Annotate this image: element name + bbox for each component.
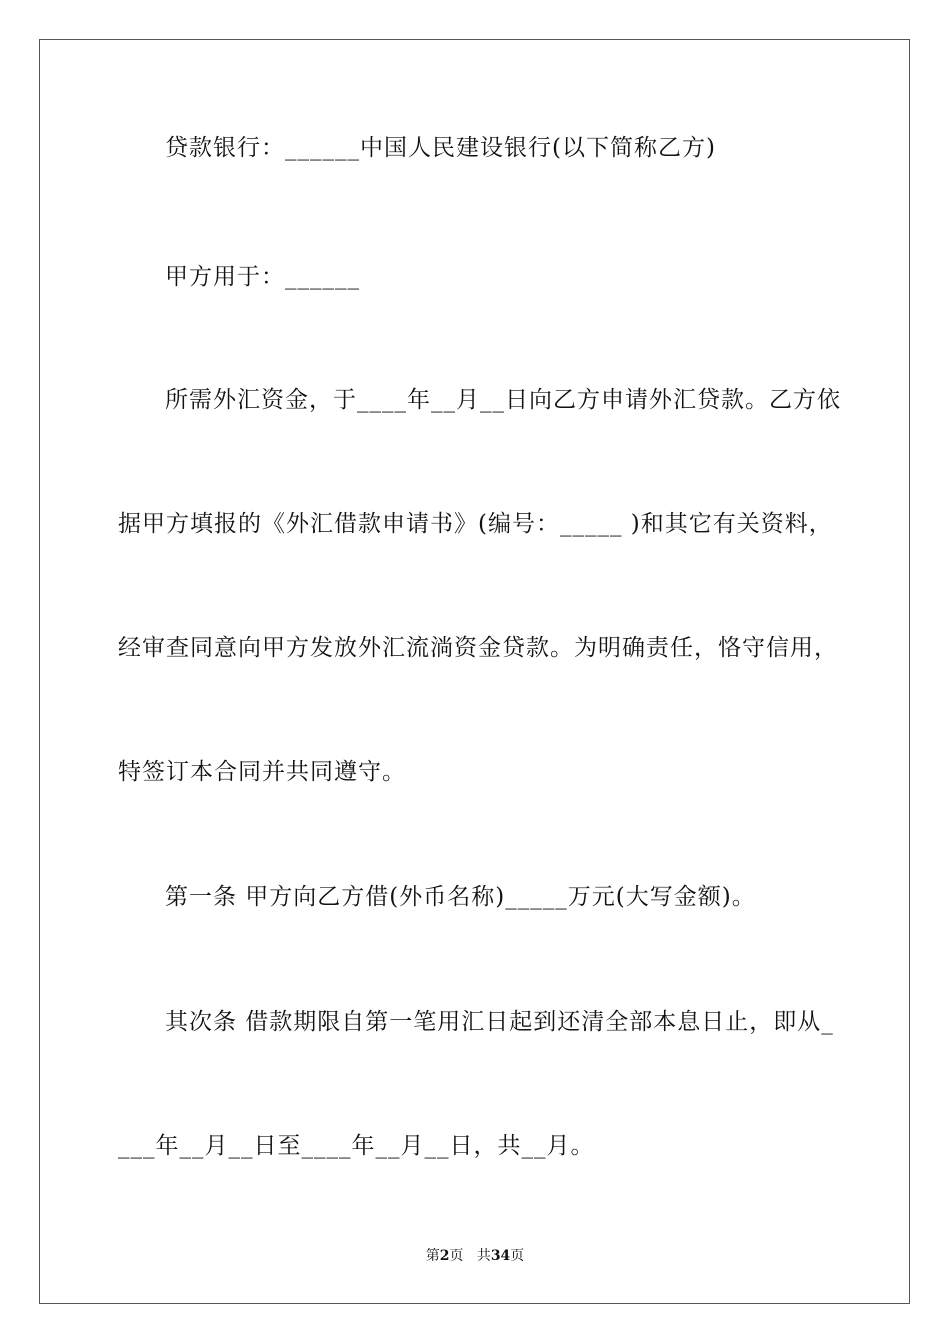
text-line-article-2: 其次条 借款期限自第一笔用汇日起到还清全部本息日止，即从_ xyxy=(165,1009,834,1035)
total-suffix: 页 xyxy=(510,1248,525,1264)
text-line-lender: 贷款银行：______中国人民建设银行(以下简称乙方) xyxy=(165,135,716,161)
text-line-article-1: 第一条 甲方向乙方借(外币名称)_____万元(大写金额)。 xyxy=(165,884,756,910)
text-line-article-2-continued: ___年__月__日至____年__月__日，共__月。 xyxy=(118,1133,595,1159)
text-line-application-form: 据甲方填报的《外汇借款申请书》(编号：_____ )和其它有关资料， xyxy=(118,511,833,537)
total-prefix: 共 xyxy=(476,1248,491,1264)
text-line-review: 经审查同意向甲方发放外汇流淌资金贷款。为明确责任，恪守信用， xyxy=(118,635,838,661)
page-number: 2 xyxy=(439,1248,450,1264)
page-prefix: 第 xyxy=(425,1248,440,1264)
page-frame xyxy=(39,39,910,1304)
text-line-agreement: 特签订本合同并共同遵守。 xyxy=(118,759,406,785)
total-pages: 34 xyxy=(490,1248,511,1264)
text-line-purpose: 甲方用于：______ xyxy=(165,264,360,290)
text-line-application: 所需外汇资金，于____年__月__日向乙方申请外汇贷款。乙方依 xyxy=(165,387,841,413)
page-footer xyxy=(0,1246,950,1266)
page-suffix: 页 xyxy=(449,1248,464,1264)
